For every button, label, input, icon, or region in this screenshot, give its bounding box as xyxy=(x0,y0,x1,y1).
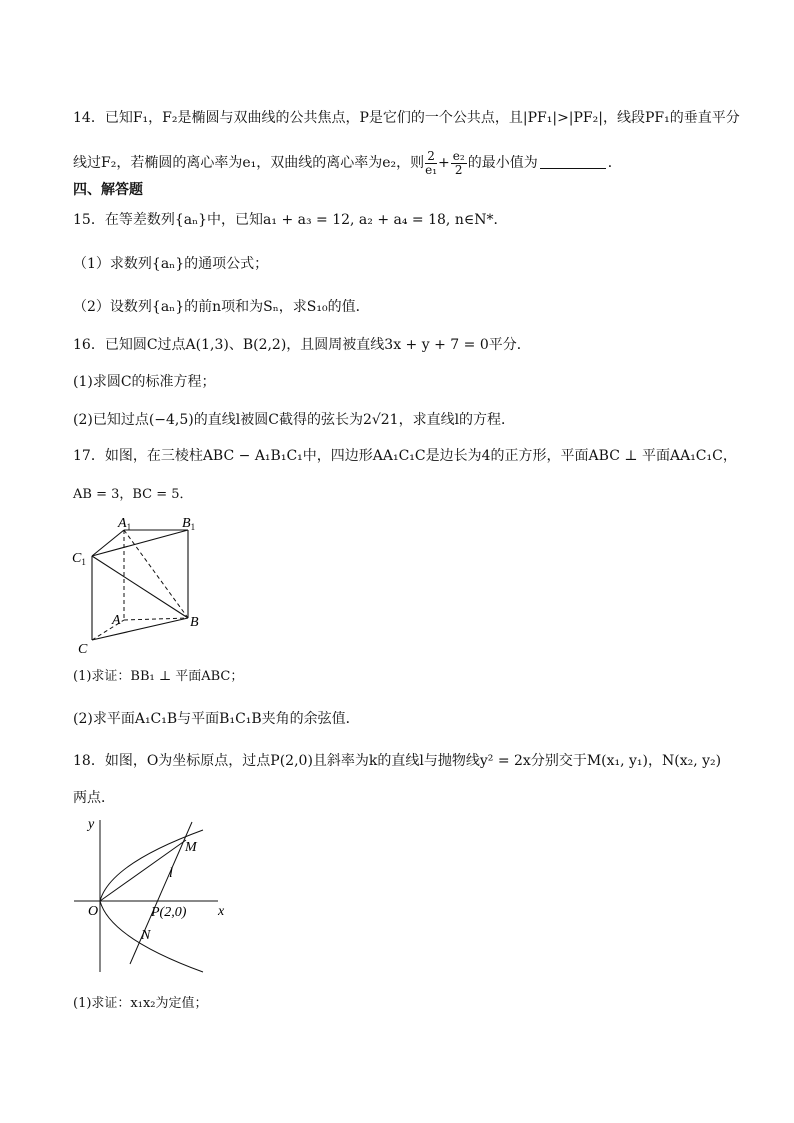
frac1-denominator: e₁ xyxy=(425,162,438,177)
q16-stem: 16．已知圆C过点A(1,3)、B(2,2)，且圆周被直线3x + y + 7 = 0平分． xyxy=(73,337,531,353)
q16-part2: (2)已知过点(−4,5)的直线l被圆C截得的弦长为2√21，求直线l的方程． xyxy=(73,412,516,428)
label-origin: O xyxy=(88,904,99,919)
q17-part2: (2)求平面A₁C₁B与平面B₁C₁B夹角的余弦值． xyxy=(73,711,360,727)
label-x-axis: x xyxy=(218,904,225,919)
frac2-numerator: e₂ xyxy=(452,148,465,163)
q14-line1: 14．已知F₁，F₂是椭圆与双曲线的公共焦点，P是它们的一个公共点，且|PF₁|>|PF₂|，线段PF₁的垂直平分 xyxy=(73,110,740,126)
label-B1: $B_1$ xyxy=(182,516,196,532)
label-B: B xyxy=(190,615,199,630)
label-line-l: l xyxy=(169,866,173,881)
label-y-axis: y xyxy=(88,817,95,832)
q17-condition: AB = 3，BC = 5． xyxy=(73,487,193,502)
label-N: N xyxy=(141,928,151,943)
q14-line2-text-a: 线过F₂，若椭圆的离心率为e₁，双曲线的离心率为e₂，则 xyxy=(73,155,425,171)
frac2-denominator: 2 xyxy=(454,162,463,177)
q18-stem-continued: 两点． xyxy=(73,790,115,806)
label-A1: $A_1$ xyxy=(118,516,132,532)
frac1-numerator: 2 xyxy=(425,150,437,164)
q14-period: ． xyxy=(607,155,622,171)
label-C1: $C_1$ xyxy=(72,551,86,567)
q18-part1: (1)求证：x₁x₂为定值； xyxy=(73,996,208,1011)
label-M: M xyxy=(185,840,197,855)
q15-part2: （2）设数列{aₙ}的前n项和为Sₙ，求S₁₀的值． xyxy=(73,299,370,315)
section-heading: 四、解答题 xyxy=(73,182,143,198)
q14-fraction-1 xyxy=(425,150,437,177)
q14-fraction-2 xyxy=(451,150,467,177)
q17-stem: 17．如图，在三棱柱ABC − A₁B₁C₁中，四边形AA₁C₁C是边长为4的正方形，平面ABC ⊥ 平面AA₁C₁C， xyxy=(73,448,737,464)
q15-part1: （1）求数列{aₙ}的通项公式； xyxy=(73,256,269,272)
q15-stem: 15．在等差数列{aₙ}中，已知a₁ + a₃ = 12, a₂ + a₄ = 18, n∈N*． xyxy=(73,212,508,228)
q17-part1: (1)求证：BB₁ ⊥ 平面ABC； xyxy=(73,669,244,684)
label-C: C xyxy=(78,642,88,657)
q16-part1: (1)求圆C的标准方程； xyxy=(73,374,216,390)
answer-blank[interactable] xyxy=(540,154,606,169)
plus-sign: + xyxy=(438,155,450,171)
q14-line2-text-b: 的最小值为 xyxy=(467,155,538,171)
parabola-figure xyxy=(68,814,238,979)
prism-figure xyxy=(66,510,216,660)
q14-line2 xyxy=(73,146,622,180)
label-A: A xyxy=(112,613,121,628)
label-P: P(2,0) xyxy=(151,905,187,920)
q18-stem: 18．如图，O为坐标原点，过点P(2,0)且斜率为k的直线l与抛物线y² = 2x分别交于M(x₁, y₁)，N(x₂, y₂) xyxy=(73,753,722,769)
